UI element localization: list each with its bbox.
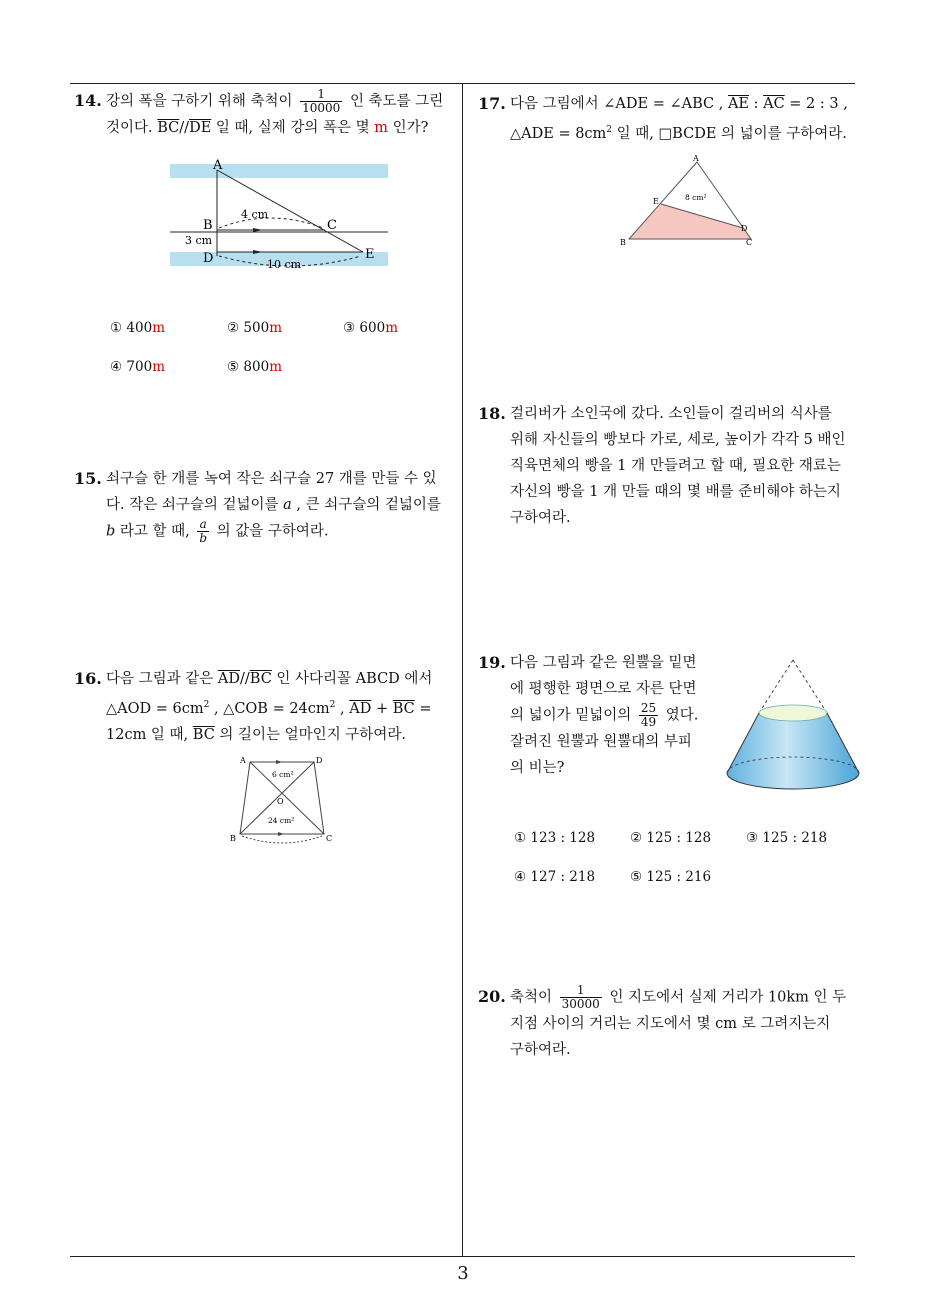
segment-ae [217,170,363,252]
question-number: 17. [478,94,506,113]
label-c: C [326,834,333,843]
cone-figure [722,655,867,805]
label-area-aod: 6 cm² [272,770,294,779]
question-14: 14. 강의 폭을 구하기 위해 축척이 $\frac{1}{10000}$ 인 축도를 그린 것이다. $\overline{BC}//\overline{DE}$ 일 때, 실제 강의 폭은 몇 m 인가? [74,87,444,136]
column-divider [462,83,463,1257]
arrow-bc [253,228,263,232]
label-o: O [277,797,284,806]
frustum-body [727,713,859,789]
label-de-length: 10 cm [267,258,302,271]
question-18: 18. 걸리버가 소인국에 갔다. 소인들이 걸리버의 식사를 위해 자신들의 빵보다 가로, 세로, 높이가 각각 5 배인 직육면체의 빵을 1 개 만들려고 할 때, 필요한 재료는 자신의 빵을 1 개 만들 때의 몇 배를 준비해야 하는지 구하여라. [478,401,862,531]
label-d: D [741,224,748,233]
label-bd-length: 3 cm [185,234,213,247]
arrow-bc [278,832,284,836]
scale-fraction: $\frac{1}{10000}$ [302,87,341,115]
scale-fraction: $\frac{1}{30000}$ [561,983,600,1011]
choice-1[interactable]: ① 123 : 128 [514,830,596,846]
trapezoid-figure [228,752,338,847]
label-c: C [327,218,337,233]
choice-3[interactable]: ③ 125 : 218 [746,830,828,846]
label-b: B [620,238,626,247]
label-d: D [203,251,214,266]
triangle-figure [615,152,760,252]
label-c: C [746,238,753,247]
choice-4[interactable]: ④ 127 : 218 [514,869,596,885]
choice-4[interactable]: ④ 700m [110,359,165,375]
question-number: 15. [74,469,102,488]
page-number: 3 [457,1263,469,1284]
choice-5[interactable]: ⑤ 125 : 216 [630,869,712,885]
a-over-b-fraction: $\frac{a}{b}$ [199,517,208,545]
label-e: E [653,197,659,206]
choice-3[interactable]: ③ 600m [343,320,398,336]
bottom-rule [70,1256,855,1257]
label-b: B [230,834,236,843]
question-16: 16. 다음 그림과 같은 $\overline{AD}//\overline{BC}$ 인 사다리꼴 ABCD 에서 △AOD = $6cm^2$ , △COB = $24cm^2$ , $\overline{AD} + \overline{BC}$ = 12cm 일 때, $\overline{BC}$ 의 길이는 얼마인지 구하여라. [74,666,458,748]
area-ratio-fraction: $\frac{25}{49}$ [640,701,657,729]
label-d: D [316,756,323,765]
question-19: 19. 다음 그림과 같은 원뿔을 밑면 에 평행한 평면으로 자른 단면 의 넓이가 밑넓이의 $\frac{25}{49}$ 였다. 잘려진 원뿔과 원뿔대의 부피 의 비는? [478,650,718,781]
segment-de: $\overline{DE}$ [189,120,212,136]
label-bc-length: 4 cm [241,208,269,221]
label-a: A [240,756,246,765]
choice-5[interactable]: ⑤ 800m [227,359,282,375]
choice-2[interactable]: ② 125 : 128 [630,830,712,846]
choice-2[interactable]: ② 500m [227,320,282,336]
segment-bc: $\overline{BC}$ [157,120,180,136]
frustum-top [759,705,827,721]
label-b: B [203,218,213,233]
question-17: 17. 다음 그림에서 ∠ADE = ∠ABC , $\overline{AE}$ : $\overline{AC} = 2$ : 3 , △ADE = $8cm^2$ 일 때, □BCDE 의 넓이를 구하여라. [478,91,862,147]
question-15: 15. 쇠구슬 한 개를 녹여 작은 쇠구슬 27 개를 만들 수 있 다. 작은 쇠구슬의 겉넓이를 a , 큰 쇠구슬의 겉넓이를 b 라고 할 때, $\frac{a}{b}$ 의 값을 구하여라. [74,466,458,545]
label-area-ade: 8 cm² [685,193,707,202]
arc-bc [219,218,323,228]
question-number: 14. [74,91,102,110]
label-area-cob: 24 cm² [268,816,295,825]
question-20: 20. 축척이 $\frac{1}{30000}$ 인 지도에서 실제 거리가 10km 인 두 지점 사이의 거리는 지도에서 몇 cm 로 그려지는지 구하여라. [478,983,847,1058]
question-number: 19. [478,653,506,672]
river-figure [165,158,395,273]
label-a: A [213,158,223,173]
quadrilateral-bcde [629,204,751,239]
river-bank-top [170,164,388,178]
choice-1[interactable]: ① 400m [110,320,165,336]
question-number: 20. [478,987,506,1006]
label-a: A [693,154,699,163]
arc-bc [242,836,322,843]
question-number: 18. [478,404,506,423]
label-e: E [365,247,375,262]
arrow-ad [276,760,282,764]
question-number: 16. [74,669,102,688]
